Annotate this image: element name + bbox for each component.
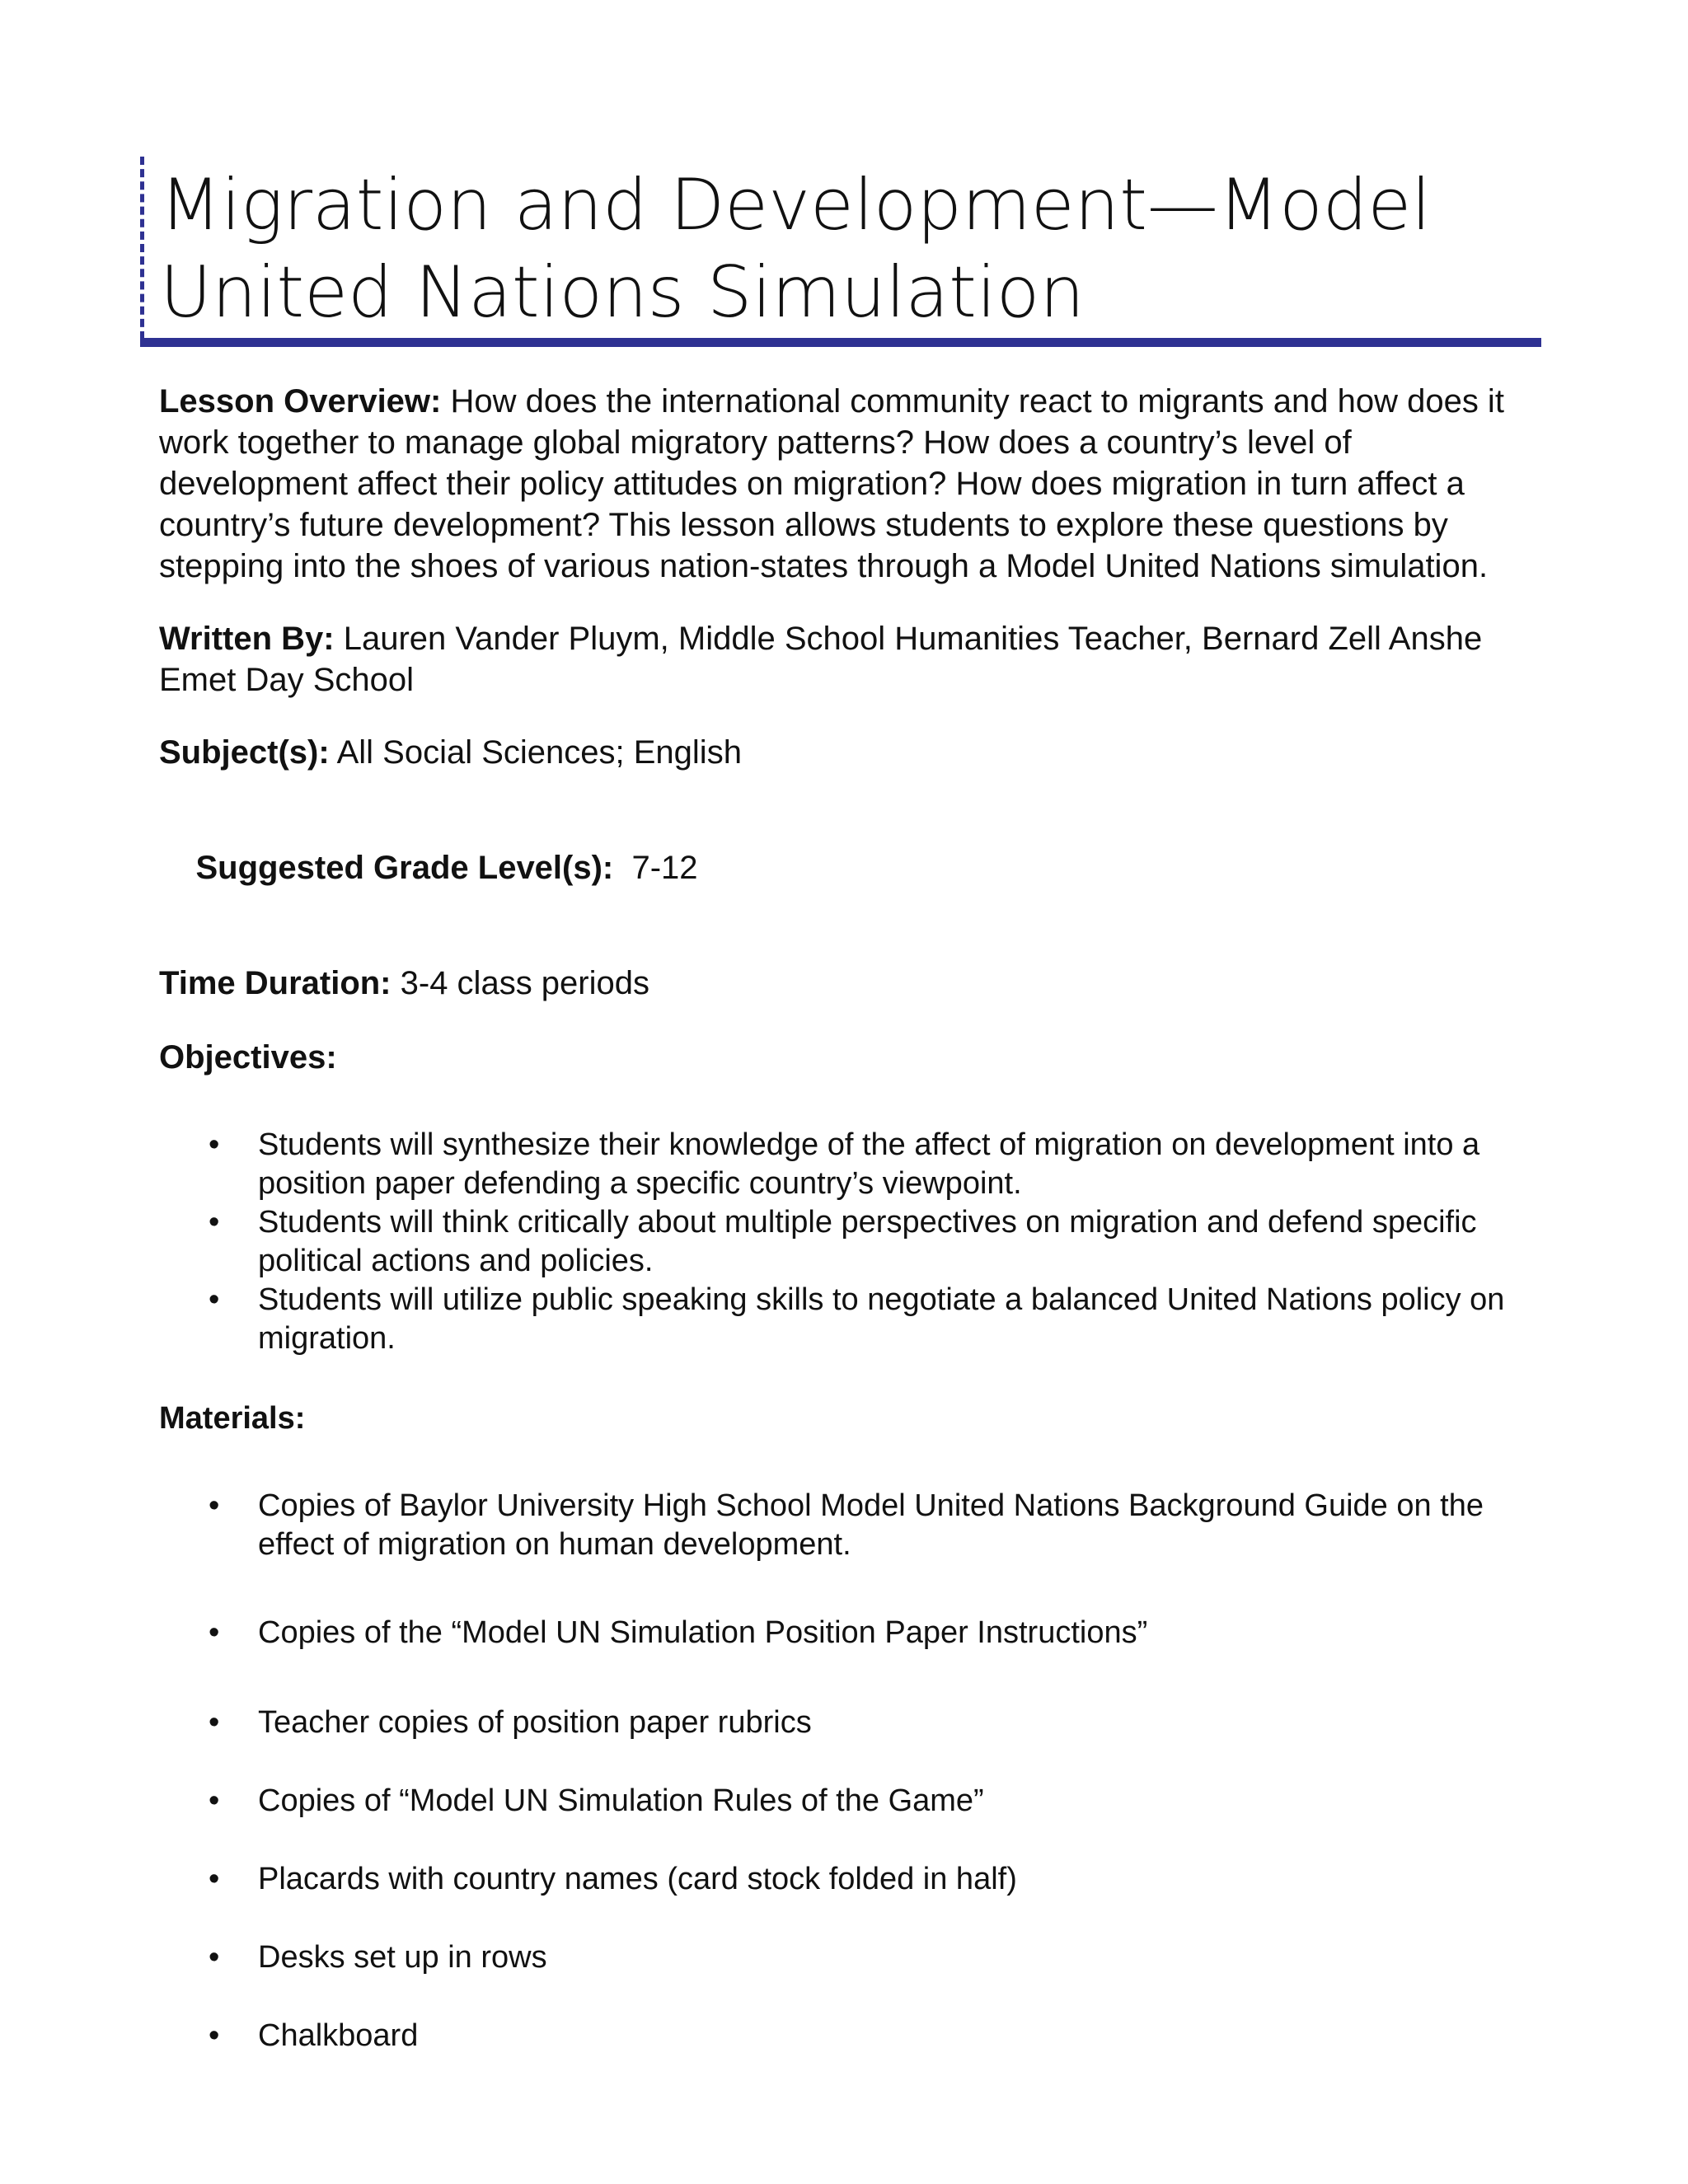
grade-level-text: 7-12 (613, 850, 698, 886)
material-text: Teacher copies of position paper rubrics (258, 1705, 812, 1740)
list-item (159, 1487, 1536, 1564)
page-title (160, 162, 1528, 336)
time-duration-label: Time Duration: (159, 965, 392, 1001)
bullet-icon: • (209, 1783, 220, 1818)
time-duration-text: 3-4 class periods (391, 965, 649, 1001)
lesson-overview-label: Lesson Overview: (159, 383, 442, 419)
list-item (159, 1782, 1536, 1821)
page-title-line-2: United Nations Simulation (160, 251, 1085, 334)
material-text: Copies of Baylor University High School Model United Nations Background Guide on the effect of migration on human development. (258, 1488, 1484, 1562)
lesson-overview (159, 381, 1536, 587)
written-by (159, 618, 1536, 701)
list-item (159, 1281, 1536, 1358)
subjects-text: All Social Sciences; English (329, 734, 742, 771)
document-body (159, 381, 1536, 2055)
lesson-overview-text: How does the international community react to migrants and how does it work together to manage global migratory patterns? How does a country’s level of development affect their policy attitudes on migration? How does migration in turn affect a country’s future development? This lesson allows students to explore these questions by stepping into the shoes of various nation-states through a Model United Nations simulation. (159, 383, 1504, 584)
title-left-dashed-rule (140, 157, 144, 340)
bullet-icon: • (209, 1862, 220, 1896)
materials-heading: Materials: (159, 1401, 306, 1436)
bullet-icon: • (209, 1205, 220, 1240)
bullet-icon: • (209, 2018, 220, 2053)
material-text: Desks set up in rows (258, 1940, 547, 1975)
objective-text: Students will think critically about multiple perspectives on migration and defend specific political actions and policies. (258, 1205, 1477, 1278)
list-item (159, 2017, 1536, 2055)
title-bottom-rule (140, 338, 1541, 347)
list-item (159, 1938, 1536, 1977)
time-duration (159, 963, 1536, 1004)
subjects-label: Subject(s): (159, 734, 330, 771)
bullet-icon: • (209, 1940, 220, 1975)
material-text: Placards with country names (card stock folded in half) (258, 1862, 1017, 1896)
materials-list (159, 1487, 1536, 2055)
subjects (159, 732, 1536, 773)
page-title-line-1: Migration and Development—Model (160, 164, 1432, 246)
material-text: Chalkboard (258, 2018, 419, 2053)
grade-level-label: Suggested Grade Level(s): (195, 850, 614, 886)
bullet-icon: • (209, 1705, 220, 1740)
bullet-icon: • (209, 1282, 220, 1317)
written-by-text: Lauren Vander Pluym, Middle School Humanities Teacher, Bernard Zell Anshe Emet Day School (159, 621, 1483, 698)
written-by-label: Written By: (159, 621, 335, 657)
bullet-icon: • (209, 1488, 220, 1523)
bullet-icon: • (209, 1615, 220, 1650)
objectives-list (159, 1126, 1536, 1358)
objective-text: Students will synthesize their knowledge of the affect of migration on development into a position paper defending a specific country’s viewpoint. (258, 1127, 1480, 1201)
list-item (159, 1203, 1536, 1281)
bullet-icon: • (209, 1127, 220, 1162)
objectives-heading: Objectives: (159, 1039, 337, 1076)
grade-level (159, 806, 1536, 930)
list-item (159, 1126, 1536, 1203)
title-block (140, 157, 1541, 346)
list-item (159, 1860, 1536, 1899)
material-text: Copies of “Model UN Simulation Rules of the Game” (258, 1783, 984, 1818)
material-text: Copies of the “Model UN Simulation Position Paper Instructions” (258, 1615, 1148, 1650)
list-item (159, 1704, 1536, 1742)
list-item (159, 1614, 1536, 1652)
objective-text: Students will utilize public speaking skills to negotiate a balanced United Nations policy on migration. (258, 1282, 1505, 1356)
